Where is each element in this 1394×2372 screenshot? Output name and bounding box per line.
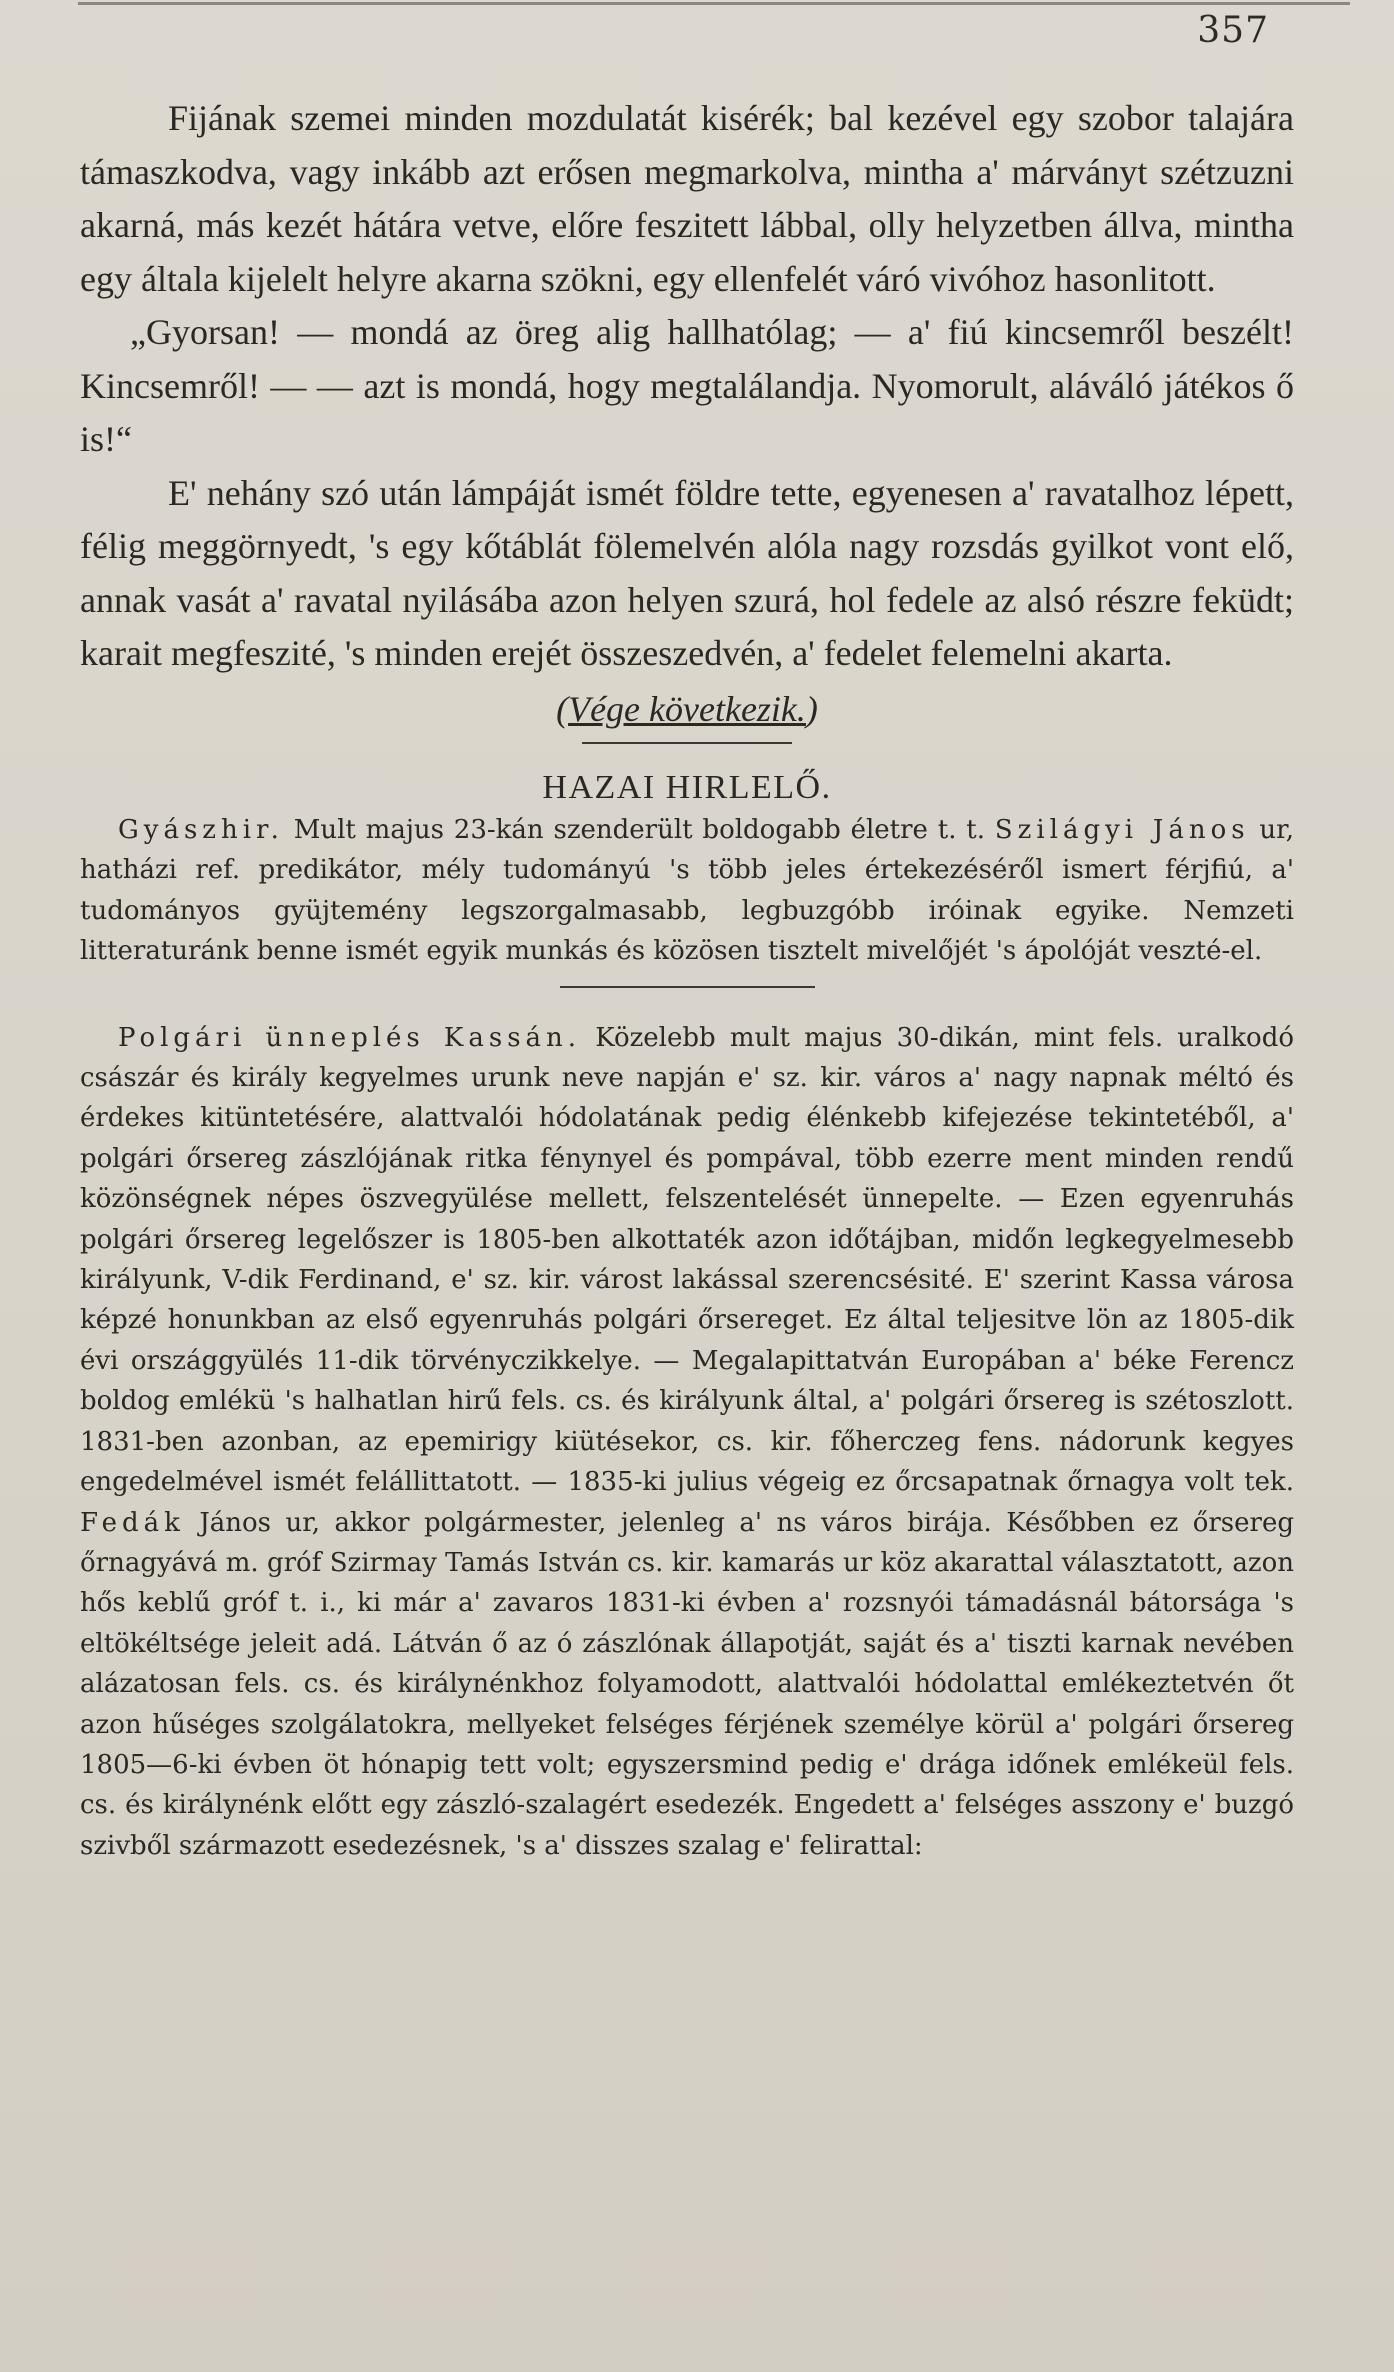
page-number: 357 — [1197, 10, 1269, 51]
story-paragraph-2: „Gyorsan! — mondá az öreg alig hallhatólag; — a' fiú kincsemről beszélt! Kincsemről! — — azt is mondá, hogy megtalálandja. Nyomorult, aláváló játékos ő is!“ — [80, 312, 1294, 459]
news-text-rest: ur, hatházi ref. predikátor, mély tudományú 's több jeles értekezéséről ismert férjfiú, a' tudományos gyüjtemény legszorgalmasabb, legbuzgóbb iróinak egyike. Nemzeti litteraturánk benne ismét egyik munkás és közösen tisztelt mivelőjét 's ápolóját veszté-el. — [80, 815, 1295, 967]
section-title: HAZAI HIRLELŐ. — [542, 769, 832, 806]
news-section — [80, 810, 1294, 1866]
news-lead: Gyászhir. — [118, 815, 284, 845]
section-divider — [582, 742, 792, 744]
continued-close: ) — [805, 688, 818, 729]
story-paragraph-3: E' nehány szó után lámpáját ismét földre tette, egyenesen a' ravatalhoz lépett, félig meggörnyedt, 's egy kőtáblát fölemelvén alóla nagy rozsdás gyilkot vont elő, annak vasát a' ravatal nyilásába azon helyen szurá, hol fedele az alsó részre feküdt; karait megfeszité, 's minden erejét összeszedvén, a' fedelet felemelni akarta. — [80, 472, 1294, 673]
news-text: Mult majus 23-kán szenderült boldogabb életre t. t. — [283, 815, 995, 845]
news-person-name: Fedák — [80, 1507, 185, 1538]
continued-open: ( — [556, 688, 569, 729]
to-be-continued-note — [80, 683, 1294, 737]
page-edge-line — [78, 2, 1350, 5]
news-item-kassa — [80, 1018, 1294, 1867]
news-divider — [560, 986, 815, 988]
story-continuation — [80, 92, 1294, 1866]
news-person-name: Szilágyi János — [994, 815, 1250, 845]
news-lead: Polgári ünneplés Kassán. — [118, 1022, 582, 1053]
story-paragraph-1: Fijának szemei minden mozdulatát kisérék; bal kezével egy szobor talajára támaszkodva, vagy inkább azt erősen megmarkolva, mintha a' márványt szétzuzni akarná, más kezét hátára vetve, előre feszitett lábbal, olly helyzetben állva, mintha egy általa kijelelt helyre akarna szökni, egy ellenfelét váró vivóhoz hasonlitott. — [80, 98, 1294, 299]
news-text: Közelebb mult majus 30-dikán, mint fels. uralkodó császár és király kegyelmes urunk neve napján e' sz. kir. város a' nagy napnak méltó és érdekes kitüntetésére, alattvalói hódolatának pedig élénkebb kifejezése tekintetéből, a' polgári őrsereg zászlójának ritka fénynyel és pompával, több ezerre ment minden rendű közönségnek népes öszvegyülése mellett, felszentelését ünnepelte. — Ezen egyenruhás polgári őrsereg legelőszer is 1805-ben alkottaték azon időtájban, midőn legkegyelmesebb királyunk, V-dik Ferdinand, e' sz. kir. várost lakással szerencsésité. E' szerint Kassa városa képzé honunkban az első egyenruhás polgári őrsereget. Ez által teljesitve lön az 1805-dik évi országgyülés 11-dik törvényczikkelye. — Megalapittatván Europában a' béke Ferencz boldog emlékü 's halhatlan hirű fels. cs. és királyunk által, a' polgári őrsereg is szétoszlott. 1831-ben azonban, az epemirigy kiütésekor, cs. kir. főherczeg fens. nádorunk kegyes engedelmével ismét felállittatott. — 1835-ki julius végeig ez őrcsapatnak őrnagya volt tek. — [80, 1022, 1294, 1498]
news-item-obituary — [80, 810, 1294, 972]
continued-text: Vége következik. — [568, 688, 806, 729]
news-text-rest: János ur, akkor polgármester, jelenleg a' ns város birája. Későbben ez őrsereg őrnagyává m. gróf Szirmay Tamás István cs. kir. kamarás ur köz akarattal választatott, azon hős keblű gróf t. i., ki már a' zavaros 1831-ki évben a' rozsnyói támadásnál bátorsága 's eltökéltsége jeleit adá. Látván ő az ó zászlónak állapotját, saját és a' tiszti karnak nevében alázatosan fels. cs. és királynénkhoz folyamodott, alattvalói hódolattal emlékeztetvén őt azon hűséges szolgálatokra, mellyeket felséges férjének személye körül a' polgári őrsereg 1805—6-ki évben öt hónapig tett volt; egyszersmind pedig e' drága időnek emlékeül fels. cs. és királynénk előtt egy zászló-szalagért esedezék. Engedett a' felséges asszony e' buzgó szivből származott esedezésnek, 's a' disszes szalag e' felirattal: — [80, 1507, 1294, 1861]
